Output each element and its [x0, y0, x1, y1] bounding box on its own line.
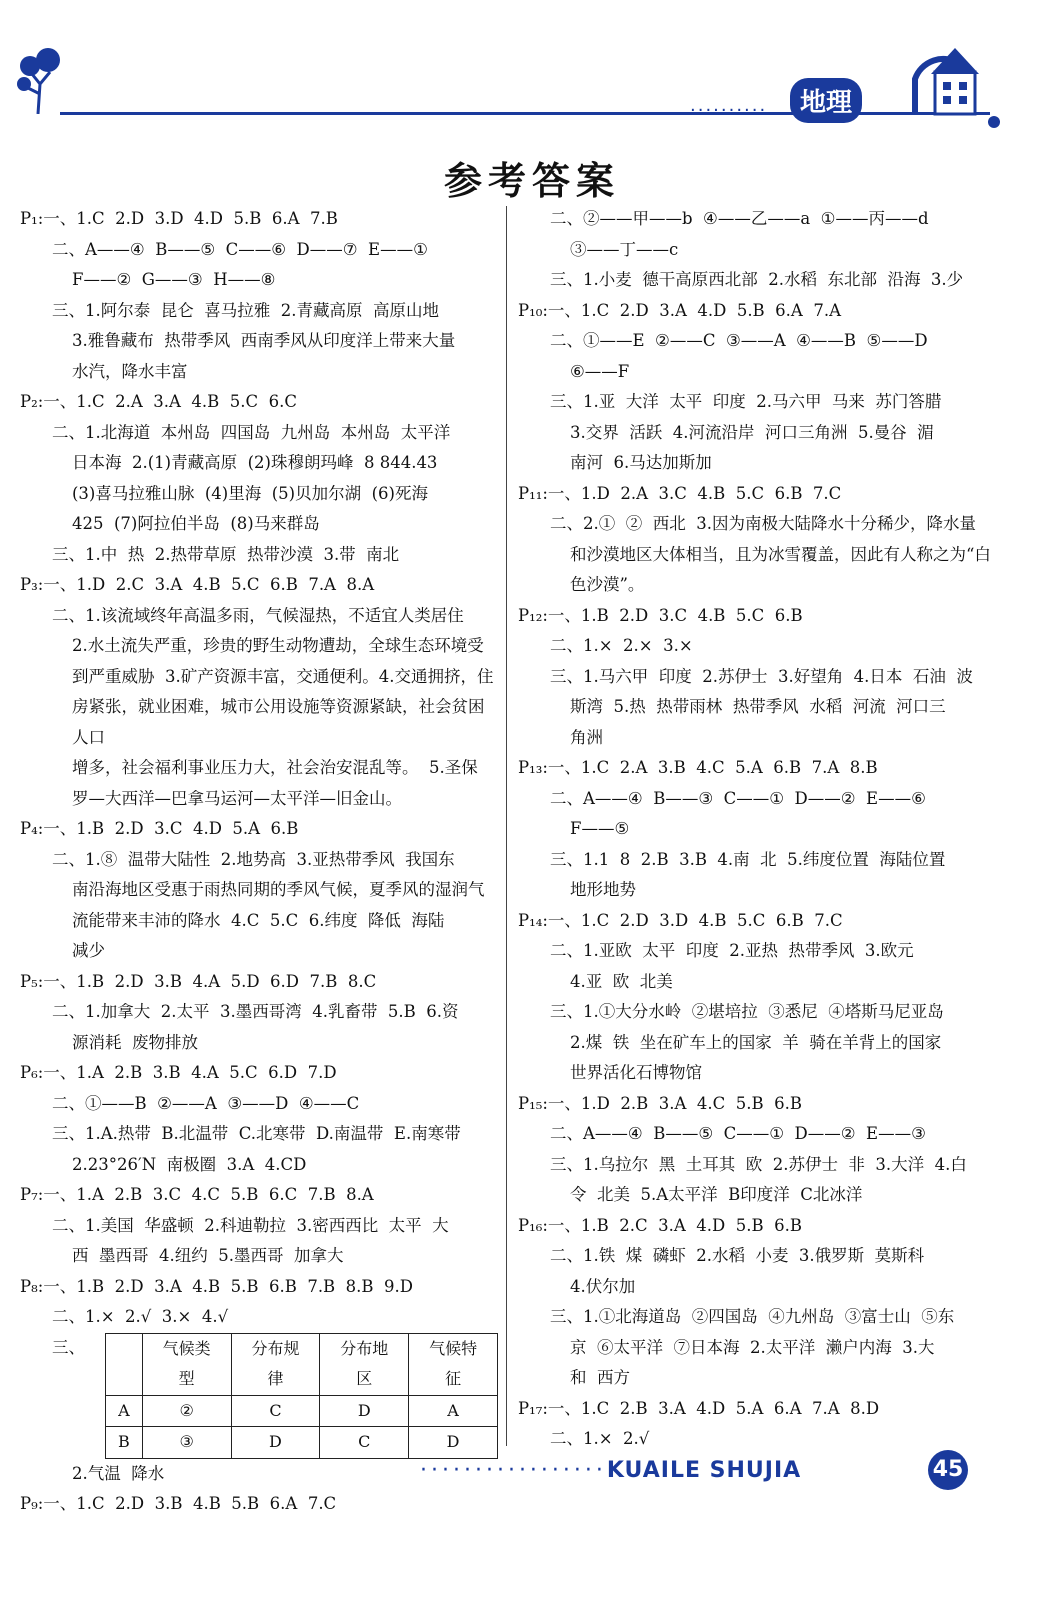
- table-cell: D: [320, 1395, 409, 1427]
- answer-line: P₁₄:一、1.C 2.D 3.D 4.B 5.C 6.B 7.C: [518, 910, 843, 930]
- climate-table-row: [20, 1333, 498, 1459]
- answer-line: 京 ⑥太平洋 ⑦日本海 2.太平洋 濑户内海 3.大: [570, 1337, 935, 1357]
- table-cell: A: [106, 1395, 143, 1427]
- answer-line: 二、1.铁 煤 磷虾 2.水稻 小麦 3.俄罗斯 莫斯科: [550, 1246, 925, 1265]
- right-column: [518, 204, 996, 1455]
- answer-line: P₁:一、1.C 2.D 3.D 4.D 5.B 6.A 7.B: [20, 209, 338, 228]
- answer-line: 到严重威胁 3.矿产资源丰富，交通便利。4.交通拥挤，住: [72, 666, 494, 686]
- answer-line: 斯湾 5.热 热带雨林 热带季风 水稻 河流 河口三: [570, 697, 946, 716]
- table-prefix: 三、: [52, 1337, 85, 1357]
- answer-line: 425 (7)阿拉伯半岛 (8)马来群岛: [72, 514, 320, 533]
- answer-line: 二、A——④ B——⑤ C——⑥ D——⑦ E——①: [52, 239, 428, 259]
- header-end-dot: [988, 116, 1000, 128]
- footer-dots: ·················: [420, 1458, 607, 1483]
- answer-line: F——② G——③ H——⑧: [72, 270, 276, 289]
- page-header: [0, 0, 1064, 140]
- answer-line: 3.雅鲁藏布 热带季风 西南季风从印度洋上带来大量: [72, 331, 456, 350]
- tree-icon: [10, 44, 70, 114]
- answer-line: 南河 6.马达加斯加: [570, 453, 712, 472]
- footer-text: KUAILE SHUJIA: [606, 1458, 802, 1483]
- answer-line: 日本海 2.(1)青藏高原 (2)珠穆朗玛峰 8 844.43: [72, 453, 438, 472]
- answer-line: 流能带来丰沛的降水 4.C 5.C 6.纬度 降低 海陆: [72, 910, 445, 930]
- answer-line: 二、1.× 2.× 3.×: [550, 636, 693, 655]
- table-cell: B: [106, 1427, 143, 1459]
- answer-line: 和 西方: [570, 1368, 630, 1387]
- answer-line: 二、1.该流域终年高温多雨，气候湿热，不适宜人类居住: [52, 605, 464, 625]
- answer-line: 二、①——B ②——A ③——D ④——C: [52, 1093, 360, 1113]
- answer-line: P₁₁:一、1.D 2.A 3.C 4.B 5.C 6.B 7.C: [518, 483, 842, 503]
- answer-line: 和沙漠地区大体相当，且为冰雪覆盖，因此有人称之为“白: [570, 544, 991, 564]
- table-header-cell: 气候特征: [409, 1333, 498, 1395]
- answer-line: 2.23°26′N 南极圈 3.A 4.CD: [72, 1154, 307, 1174]
- answer-line: 色沙漠”。: [570, 575, 645, 594]
- answer-line: P₈:一、1.B 2.D 3.A 4.B 5.B 6.B 7.B 8.B 9.D: [20, 1276, 414, 1296]
- answer-line: 南沿海地区受惠于雨热同期的季风气候，夏季风的湿润气: [72, 880, 485, 899]
- answer-line: 二、1.北海道 本州岛 四国岛 九州岛 本州岛 太平洋: [52, 422, 451, 442]
- answer-line: P₁₆:一、1.B 2.C 3.A 4.D 5.B 6.B: [518, 1215, 802, 1235]
- answer-line: 罗—大西洋—巴拿马运河—太平洋—旧金山。: [72, 788, 402, 808]
- answer-line: 西 墨西哥 4.纽约 5.墨西哥 加拿大: [72, 1246, 344, 1265]
- answer-line: P₁₂:一、1.B 2.D 3.C 4.B 5.C 6.B: [518, 605, 803, 625]
- answer-line: 三、1.小麦 德干高原西北部 2.水稻 东北部 沿海 3.少: [550, 270, 964, 289]
- table-cell: C: [320, 1427, 409, 1459]
- answer-line: P₅:一、1.B 2.D 3.B 4.A 5.D 6.D 7.B 8.C: [20, 971, 377, 991]
- answer-line: 二、A——④ B——③ C——① D——② E——⑥: [550, 788, 926, 808]
- answer-line: 2.气温 降水: [72, 1463, 165, 1483]
- answer-line: 源消耗 废物排放: [72, 1032, 198, 1052]
- answer-line: F——⑤: [570, 819, 630, 838]
- answer-line: ⑥——F: [570, 361, 630, 381]
- answer-line: 三、1.①北海道岛 ②四国岛 ④九州岛 ③富士山 ⑤东: [550, 1307, 955, 1326]
- subject-badge: 地理: [790, 78, 862, 123]
- column-divider: [506, 206, 507, 1446]
- answer-line: 二、1.⑧ 温带大陆性 2.地势高 3.亚热带季风 我国东: [52, 849, 455, 869]
- answer-line: 增多，社会福利事业压力大，社会治安混乱等。 5.圣保: [72, 758, 478, 777]
- table-header-cell: 分布地区: [320, 1333, 409, 1395]
- table-row: [106, 1395, 498, 1427]
- answer-line: 二、2.① ② 西北 3.因为南极大陆降水十分稀少，降水量: [550, 514, 976, 533]
- answer-line: 二、1.× 2.√ 3.× 4.√: [52, 1307, 229, 1326]
- table-header-cell: [106, 1333, 143, 1395]
- answer-line: 三、1.A.热带 B.北温带 C.北寒带 D.南温带 E.南寒带: [52, 1124, 461, 1143]
- answer-line: 二、1.× 2.√: [550, 1429, 650, 1448]
- answer-line: 三、1.亚 大洋 太平 印度 2.马六甲 马来 苏门答腊: [550, 392, 942, 411]
- answer-line: P₃:一、1.D 2.C 3.A 4.B 5.C 6.B 7.A 8.A: [20, 575, 375, 594]
- answer-line: 4.伏尔加: [570, 1276, 636, 1296]
- answer-line: 三、1.阿尔泰 昆仑 喜马拉雅 2.青藏高原 高原山地: [52, 300, 439, 320]
- house-icon: [905, 44, 990, 116]
- table-cell: A: [409, 1395, 498, 1427]
- header-dots: ··········: [690, 100, 768, 121]
- table-cell: D: [409, 1427, 498, 1459]
- answer-line: 房紧张，就业困难，城市公用设施等资源紧缺，社会贫困人口: [72, 697, 485, 747]
- answer-line: 二、1.加拿大 2.太平 3.墨西哥湾 4.乳畜带 5.B 6.资: [52, 1002, 459, 1021]
- answer-line: 4.亚 欧 北美: [570, 971, 673, 991]
- answer-line: P₂:一、1.C 2.A 3.A 4.B 5.C 6.C: [20, 392, 298, 411]
- answer-line: 三、1.1 8 2.B 3.B 4.南 北 5.纬度位置 海陆位置: [550, 849, 946, 869]
- answer-line: P₉:一、1.C 2.D 3.B 4.B 5.B 6.A 7.C: [20, 1494, 337, 1513]
- answer-line: 三、1.马六甲 印度 2.苏伊士 3.好望角 4.日本 石油 波: [550, 666, 973, 686]
- answer-line: 三、1.乌拉尔 黑 土耳其 欧 2.苏伊士 非 3.大洋 4.白: [550, 1154, 967, 1174]
- right-answer-list: [518, 204, 996, 1455]
- answer-line: P₇:一、1.A 2.B 3.C 4.C 5.B 6.C 7.B 8.A: [20, 1185, 374, 1204]
- answer-line: ③——丁——c: [570, 239, 679, 259]
- answer-line: 三、1.中 热 2.热带草原 热带沙漠 3.带 南北: [52, 544, 400, 564]
- table-cell: ③: [142, 1427, 231, 1459]
- answer-line: 3.交界 活跃 4.河流沿岸 河口三角洲 5.曼谷 湄: [570, 422, 934, 442]
- left-answer-list: [20, 204, 498, 1333]
- table-body: [106, 1395, 498, 1458]
- answer-line: 二、A——④ B——⑤ C——① D——② E——③: [550, 1124, 926, 1143]
- table-header-cell: 气候类型: [142, 1333, 231, 1395]
- page-number: 45: [928, 1450, 968, 1490]
- table-cell: ②: [142, 1395, 231, 1427]
- answer-line: 二、①——E ②——C ③——A ④——B ⑤——D: [550, 331, 928, 350]
- answer-line: P₄:一、1.B 2.D 3.C 4.D 5.A 6.B: [20, 819, 299, 838]
- answer-line: 减少: [72, 941, 105, 960]
- left-column: [20, 204, 498, 1520]
- answer-line: 地形地势: [570, 880, 636, 899]
- table-cell: D: [231, 1427, 320, 1459]
- answer-line: 三、1.①大分水岭 ②堪培拉 ③悉尼 ④塔斯马尼亚岛: [550, 1002, 944, 1021]
- answer-line: 令 北美 5.A太平洋 B印度洋 C北冰洋: [570, 1185, 863, 1204]
- answer-line: 二、1.美国 华盛顿 2.科迪勒拉 3.密西西比 太平 大: [52, 1215, 449, 1235]
- answer-line: P₁₅:一、1.D 2.B 3.A 4.C 5.B 6.B: [518, 1093, 802, 1113]
- answer-line: P₁₇:一、1.C 2.B 3.A 4.D 5.A 6.A 7.A 8.D: [518, 1398, 880, 1418]
- table-header-cell: 分布规律: [231, 1333, 320, 1395]
- table-cell: C: [231, 1395, 320, 1427]
- answer-line: 二、②——甲——b ④——乙——a ①——丙——d: [550, 209, 929, 228]
- answer-line: P₁₃:一、1.C 2.A 3.B 4.C 5.A 6.B 7.A 8.B: [518, 758, 878, 777]
- answer-line: 2.水土流失严重，珍贵的野生动物遭劫，全球生态环境受: [72, 636, 484, 655]
- footer-brand: [420, 1458, 801, 1483]
- table-row: [106, 1427, 498, 1459]
- answer-line: 水汽，降水丰富: [72, 361, 188, 381]
- answer-line: 2.煤 铁 坐在矿车上的国家 羊 骑在羊背上的国家: [570, 1032, 942, 1052]
- answer-line: 角洲: [570, 727, 603, 747]
- climate-table: [105, 1333, 498, 1459]
- answer-line: 世界活化石博物馆: [570, 1063, 702, 1082]
- table-header-row: [106, 1333, 498, 1395]
- answer-line: P₆:一、1.A 2.B 3.B 4.A 5.C 6.D 7.D: [20, 1063, 337, 1082]
- answer-line: P₁₀:一、1.C 2.D 3.A 4.D 5.B 6.A 7.A: [518, 300, 841, 320]
- answer-line: (3)喜马拉雅山脉 (4)里海 (5)贝加尔湖 (6)死海: [72, 483, 428, 503]
- answer-line: 二、1.亚欧 太平 印度 2.亚热 热带季风 3.欧元: [550, 941, 914, 960]
- page-title: 参考答案: [443, 159, 620, 203]
